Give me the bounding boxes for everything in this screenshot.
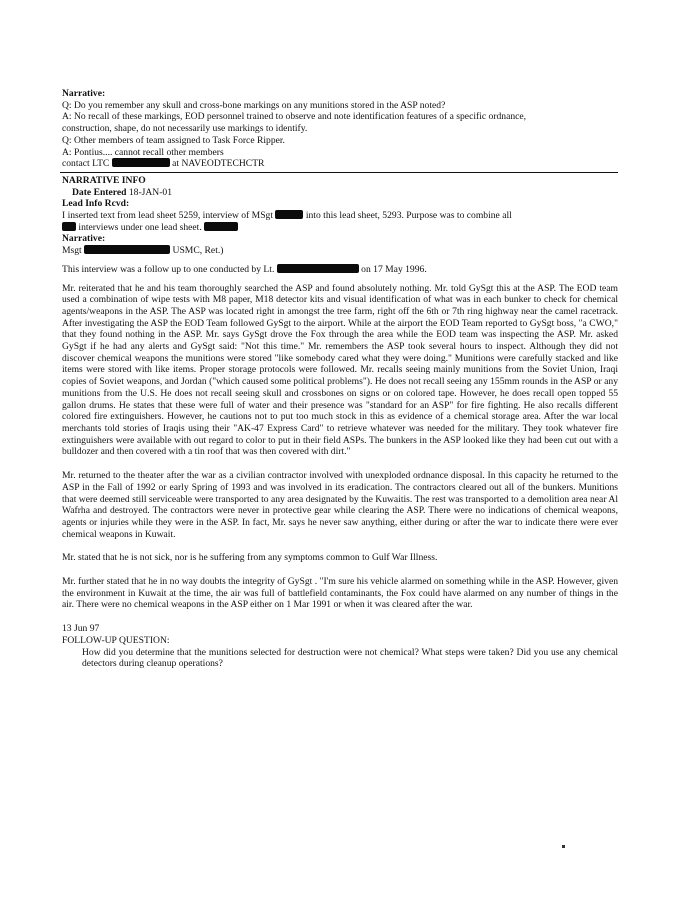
lead-info-line-2 xyxy=(62,222,618,234)
redaction-box xyxy=(275,210,303,219)
paragraph-1: Mr. reiterated that he and his team thoroughly searched the ASP and found absolutely nothing. Mr. told GySgt this at the ASP. The EOD team used a combination of wipe tests with M8 paper, M18 detector kits and visual identification of what was in each bunker to check for chemical agents/weapons in the ASP. The ASP was located right in amongst the tree farm, right off the 6th or 7th ring highway near the camel racetrack. After investigating the ASP the EOD Team followed GySgt to the airport. While at the airport the EOD Team reported to GySgt boss, "a CWO," that they found nothing in the ASP. Mr. says GySgt drove the Fox through the area while the EOD team was inspecting the ASP. Mr. asked GySgt if he had any alerts and GySgt said: "Not this time." Mr. remembers the ASP took several hours to inspect. Although they did not discover chemical weapons the munitions were stored "like somebody cared what they were doing." Munitions were carefully stacked and like items were stored with like items. Proper storage protocols were followed. Mr. recalls seeing mainly munitions from the Soviet Union, Iraqi copies of Soviet weapons, and Jordan ("which caused some political problems"). He does not recall seeing any 155mm rounds in the ASP or any munitions from the U.S. He does not recall seeing skull and crossbones on signs or on colored tape. However, he does recall open topped 55 gallon drums. He states that these were full of water and their presence was "standard for an ASP" for fire fighting. He also recalls different colored fire extinguishers. However, he cautions not to put too much stock in this as evidence of a chemical storage area. After the war local merchants told stories of Iraqis using their "AK-47 Express Card" to retrieve whatever was needed for the military. They took whatever fire extinguishers were available with out regard to color to put in their field ASPs. The bunkers in the ASP looked like they had been cut out with a bulldozer and then covered with a tin roof that was then covered with dirt." xyxy=(62,282,618,458)
narrative-label: Narrative: xyxy=(62,88,106,99)
followup-question: How did you determine that the munitions selected for destruction were not chemical? What steps were taken? Did you use any chemical detectors during cleanup operations? xyxy=(82,646,618,670)
scan-speck xyxy=(562,845,565,848)
section-divider xyxy=(60,172,618,173)
paragraph-3: Mr. stated that he is not sick, nor is he suffering from any symptoms common to Gulf War Illness. xyxy=(62,552,438,564)
answer-1-line-2: construction, shape, do not necessarily use markings to identify. xyxy=(62,123,308,135)
msgt-line xyxy=(62,245,618,257)
contact-line xyxy=(62,158,618,170)
lead-info-label: Lead Info Rcvd: xyxy=(62,198,130,210)
paragraph-4: Mr. further stated that he in no way doubts the integrity of GySgt . "I'm sure his vehicle alarmed on something while in the ASP. However, given the environment in Kuwait at the time, the air was full of battlefield contaminants, the Fox could have alarmed on any number of things in the air. There were no chemical weapons in the ASP either on 1 Mar 1991 or when it was cleared after the war. xyxy=(62,576,618,611)
question-1: Q: Do you remember any skull and cross-bone markings on any munitions stored in the ASP noted? xyxy=(62,99,446,111)
redaction-box xyxy=(62,222,76,231)
lead-info-text-b: into this lead sheet, 5293. Purpose was to combine all xyxy=(305,210,512,222)
lead-info-line-1 xyxy=(62,210,618,222)
document-content xyxy=(62,88,618,670)
intro-suffix: on 17 May 1996. xyxy=(361,263,427,275)
contact-suffix: at NAVEODTECHCTR xyxy=(172,158,265,170)
followup-date: 13 Jun 97 xyxy=(62,623,100,635)
redaction-box xyxy=(112,158,170,167)
date-entered-value: 18-JAN-01 xyxy=(128,186,173,198)
intro-prefix: This interview was a follow up to one conducted by Lt. xyxy=(62,263,275,275)
question-2: Q: Other members of team assigned to Task Force Ripper. xyxy=(62,134,285,146)
lead-info-text-a: I inserted text from lead sheet 5259, interview of MSgt xyxy=(62,210,274,222)
msgt-prefix: Msgt xyxy=(62,245,82,257)
redaction-box xyxy=(277,264,359,273)
redaction-box xyxy=(84,245,170,254)
answer-1-line-1: A: No recall of these markings, EOD personnel trained to observe and note identification features of a specific ordnance, xyxy=(62,111,527,123)
followup-label: FOLLOW-UP QUESTION: xyxy=(62,634,170,646)
date-entered-row xyxy=(62,187,618,199)
redaction-box xyxy=(204,222,238,231)
msgt-suffix: USMC, Ret.) xyxy=(172,245,224,257)
narrative-label-2: Narrative: xyxy=(62,233,106,245)
narrative-info-heading: NARRATIVE INFO xyxy=(62,174,146,186)
lead-info-text-c: interviews under one lead sheet. xyxy=(78,221,202,233)
intro-line xyxy=(62,264,618,276)
answer-2: A: Pontius.... cannot recall other members xyxy=(62,146,224,158)
date-entered-label: Date Entered xyxy=(72,186,127,198)
contact-prefix: contact LTC xyxy=(62,158,110,170)
paragraph-2: Mr. returned to the theater after the war as a civilian contractor involved with unexploded ordnance disposal. In this capacity he returned to the ASP in the Fall of 1992 or early Spring of 1993 and was involved in its eradication. The contractors cleared out all of the bunkers. Munitions that were deemed still serviceable were transported to any area designated by the Kuwaitis. The rest was transported to a demolition area near Al Wafrha and destroyed. The contractors were never in protective gear while clearing the ASP. There were no indications of chemical weapons, agents or injuries while they were in the ASP. In fact, Mr. says he never saw anything, either during or after the war to indicate there were ever chemical weapons in Kuwait. xyxy=(62,470,618,540)
